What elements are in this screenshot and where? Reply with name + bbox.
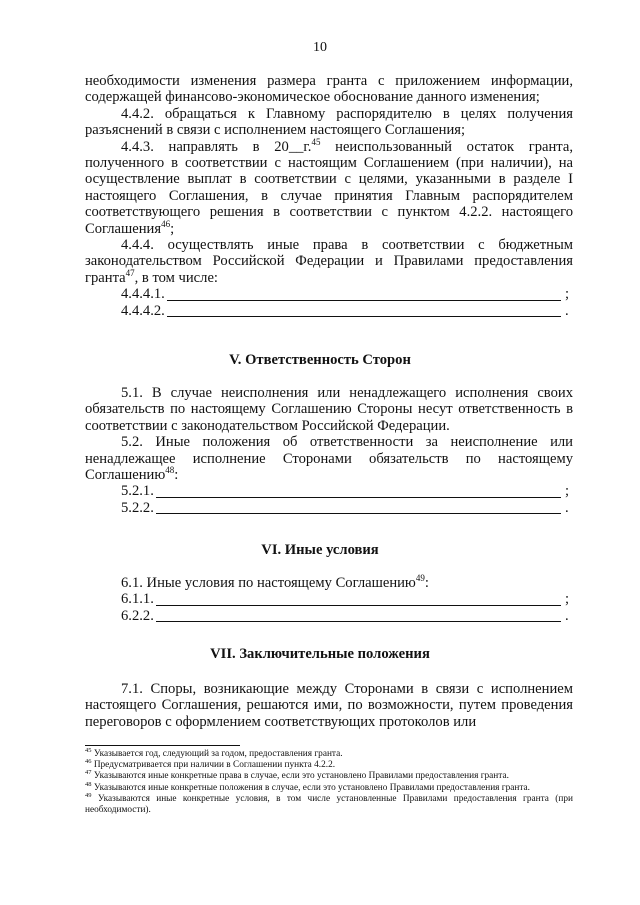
paragraph-4-4-4: 4.4.4. осуществлять иные права в соответствии с бюджетным законодательством Российской Федерации и Правилами предоставления гранта$^{47}$, в том числе:: [85, 237, 573, 286]
paragraph-5-2: 5.2. Иные положения об ответственности за неисполнение или ненадлежащее исполнение Сторонами обязательств по настоящему Соглашению$^{48}$:: [85, 434, 573, 484]
section-4-continuation: [85, 73, 573, 319]
footnote-47: $^{47}$ Указываются иные конкретные права в случае, если это установлено Правилами предоставления гранта.: [85, 769, 509, 782]
footnotes: [85, 749, 573, 816]
footnote-ref-49[interactable]: 49: [415, 573, 425, 583]
fill-line-4-4-4-1: 4.4.4.1. ;: [121, 286, 570, 303]
footnote-46: $^{46}$ Предусматривается при наличии в Соглашении пункта 4.2.2.: [85, 758, 336, 771]
page-number: 10: [313, 40, 327, 55]
footnote-ref-47[interactable]: 47: [125, 267, 135, 278]
paragraph-continuation: необходимости изменения размера гранта с приложением информации, содержащей финансово-экономическое обоснование данного изменения;: [85, 73, 573, 106]
paragraph-7-1: 7.1. Споры, возникающие между Сторонами в связи с исполнением настоящего Соглашения, решаются ими, по возможности, путем проведения переговоров с оформлением соответствующих протоколов или: [85, 681, 573, 730]
section-5-body: [85, 385, 573, 516]
paragraph-4-4-3: 4.4.3. направлять в 20__г.$^{45}$ неиспользованный остаток гранта, полученного в соответствии с настоящим Соглашением (при наличии), на осуществление выплат в соответствии с целями, указанными в разделе I настоящего Соглашения, в случае принятия Главным распорядителем соответствующего решения в соответствии с пунктом 4.2.2. настоящего Соглашения$^{46}$;: [85, 136, 573, 237]
section-6-title: VI. Иные условия: [261, 542, 379, 558]
footnote-ref-46[interactable]: 46: [161, 218, 171, 229]
section-7-body: [85, 681, 573, 730]
footnote-ref-48[interactable]: 48: [165, 465, 175, 476]
blank-line: [167, 304, 561, 317]
fill-line-5-2-1: 5.2.1. ;: [121, 483, 570, 500]
footnote-48: $^{48}$ Указываются иные конкретные положения в случае, если это установлено Правилами предоставления гранта.: [85, 780, 530, 793]
footnote-ref-45[interactable]: 45: [311, 136, 321, 147]
paragraph-6-1: 6.1. Иные условия по настоящему Соглашению$^{49}$:: [121, 573, 429, 591]
fill-line-5-2-2: 5.2.2. .: [121, 499, 569, 516]
footnote-separator: [85, 745, 240, 746]
blank-line: [156, 593, 561, 606]
blank-line: [156, 485, 561, 498]
section-6-body: [85, 575, 573, 624]
paragraph-4-4-2: 4.4.2. обращаться к Главному распорядителю в целях получения разъяснений в связи с исполнением настоящего Соглашения;: [85, 105, 573, 139]
blank-line: [156, 609, 561, 622]
footnote-45: $^{45}$ Указывается год, следующий за годом, предоставления гранта.: [85, 747, 343, 759]
section-5-title: V. Ответственность Сторон: [229, 352, 411, 368]
fill-line-6-2-2: 6.2.2. .: [121, 607, 569, 624]
paragraph-5-1: 5.1. В случае неисполнения или ненадлежащего исполнения своих обязательств по настоящему Соглашению Стороны несут ответственность в соответствии с законодательством Российской Федерации.: [85, 385, 573, 434]
footnote-49: $^{49}$ Указываются иные конкретные условия, в том числе установленные Правилами предоставления гранта (при необходимости).: [85, 791, 573, 816]
blank-line: [167, 288, 561, 301]
fill-line-4-4-4-2: 4.4.4.2. .: [121, 302, 569, 319]
fill-line-6-1-1: 6.1.1. ;: [121, 591, 570, 608]
section-7-title: VII. Заключительные положения: [210, 646, 430, 662]
blank-line: [156, 501, 561, 514]
